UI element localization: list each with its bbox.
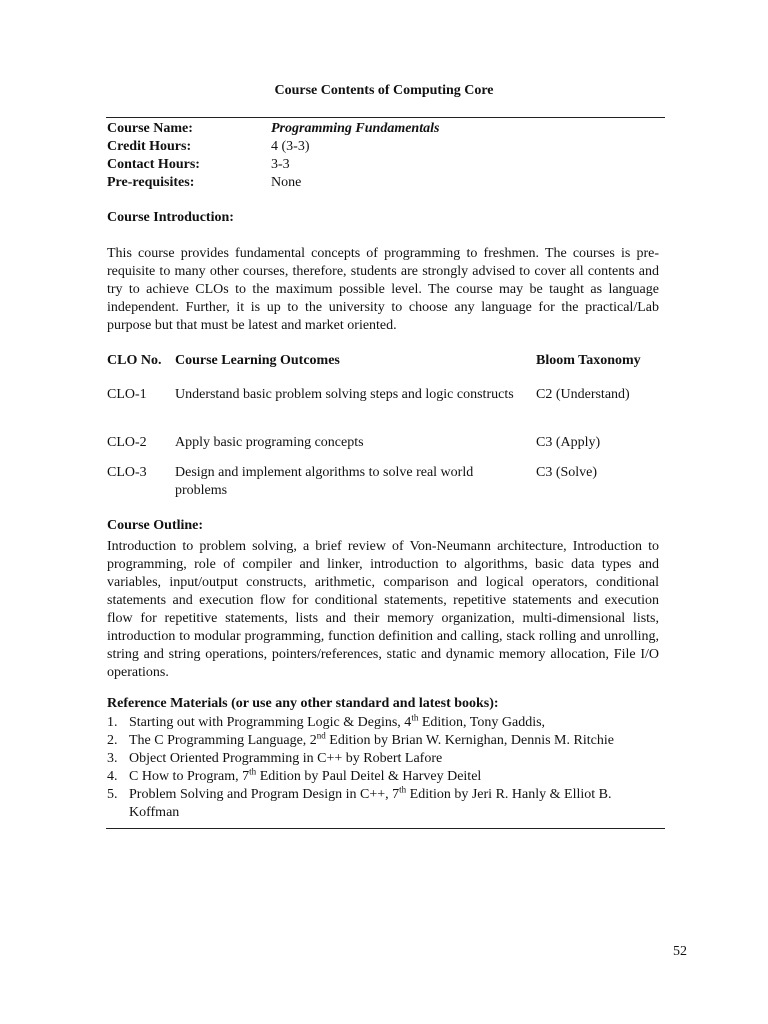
clo-no-header: CLO No. xyxy=(107,353,162,368)
course-outline-heading: Course Outline: xyxy=(107,518,204,533)
clo-table-header xyxy=(107,352,662,370)
reference-text-rest: Edition by Jeri R. Hanly & Elliot B. Koffman xyxy=(129,787,612,820)
reference-number: 3. xyxy=(107,751,118,766)
prerequisites-value: None xyxy=(271,175,302,190)
clo-no: CLO-1 xyxy=(107,387,147,402)
top-divider xyxy=(106,117,665,118)
reference-list xyxy=(107,714,662,822)
clo-no: CLO-2 xyxy=(107,435,147,450)
credit-hours-value: 4 (3-3) xyxy=(271,139,310,154)
reference-superscript: th xyxy=(399,784,407,795)
contact-hours-value: 3-3 xyxy=(271,157,290,172)
reference-text: C How to Program, 7 xyxy=(129,769,250,784)
course-name-value: Programming Fundamentals xyxy=(271,121,440,136)
course-introduction-heading: Course Introduction: xyxy=(107,210,234,225)
clo-bloom: C3 (Apply) xyxy=(536,435,601,450)
info-label: Contact Hours: xyxy=(107,157,200,172)
course-introduction-text: This course provides fundamental concepts of programming to freshmen. The courses is pre-requisite to many other courses, therefore, students are strongly advised to cover all contents and try to achieve CLOs to the maximum possible level. The course may be taught as language independent. Further, it is up to the university to choose any language for the practical/Lab purpose but that must be latest and market oriented. xyxy=(107,246,659,333)
reference-text: Object Oriented Programming in C++ by Robert Lafore xyxy=(129,751,443,766)
reference-text-rest: Edition by Paul Deitel & Harvey Deitel xyxy=(256,769,482,784)
info-row-credit-hours xyxy=(107,138,662,156)
info-label: Course Name: xyxy=(107,121,193,136)
reference-number: 4. xyxy=(107,769,118,784)
page-title: Course Contents of Computing Core xyxy=(274,83,494,98)
reference-item xyxy=(107,750,662,768)
reference-text-rest: Edition, Tony Gaddis, xyxy=(418,715,546,730)
reference-item xyxy=(107,714,662,732)
info-row-course-name xyxy=(107,120,662,138)
reference-text: Problem Solving and Program Design in C++, 7 xyxy=(129,787,400,802)
reference-item xyxy=(107,732,662,750)
reference-item xyxy=(107,786,662,822)
clo-row xyxy=(107,434,662,464)
reference-item xyxy=(107,768,662,786)
clo-outcome: Understand basic problem solving steps and logic constructs xyxy=(175,387,514,402)
reference-superscript: th xyxy=(249,766,257,777)
clo-no: CLO-3 xyxy=(107,465,147,480)
bottom-divider xyxy=(106,828,665,829)
reference-number: 5. xyxy=(107,787,118,802)
reference-number: 1. xyxy=(107,715,118,730)
clo-table xyxy=(107,352,662,500)
info-row-prerequisites xyxy=(107,174,662,192)
clo-outcome: Design and implement algorithms to solve real world problems xyxy=(175,465,474,498)
clo-outcome-header: Course Learning Outcomes xyxy=(175,353,340,368)
reference-superscript: th xyxy=(411,712,419,723)
reference-materials-heading: Reference Materials (or use any other standard and latest books): xyxy=(107,696,499,711)
reference-text: The C Programming Language, 2 xyxy=(129,733,317,748)
course-outline-text: Introduction to problem solving, a brief review of Von-Neumann architecture, Introduction to programming, role of compiler and linker, introduction to algorithms, basic data types and variables, input/output constructs, arithmetic, comparison and logical operators, conditional statements and execution flow for conditional statements, repetitive statements and execution flow for repetitive statements, lists and their memory organization, multi-dimensional lists, introduction to modular programming, function definition and calling, stack rolling and unrolling, string and string operations, pointers/references, static and dynamic memory allocation, File I/O operations. xyxy=(107,539,659,680)
reference-number: 2. xyxy=(107,733,118,748)
clo-bloom: C3 (Solve) xyxy=(536,465,598,480)
course-info xyxy=(107,120,662,192)
clo-bloom: C2 (Understand) xyxy=(536,387,630,402)
reference-text: Starting out with Programming Logic & Degins, 4 xyxy=(129,715,412,730)
info-label: Credit Hours: xyxy=(107,139,192,154)
reference-superscript: nd xyxy=(316,730,326,741)
reference-text-rest: Edition by Brian W. Kernighan, Dennis M. Ritchie xyxy=(325,733,614,748)
clo-outcome: Apply basic programing concepts xyxy=(175,435,364,450)
clo-bloom-header: Bloom Taxonomy xyxy=(536,353,641,368)
clo-row xyxy=(107,464,662,500)
info-label: Pre-requisites: xyxy=(107,175,195,190)
clo-row xyxy=(107,386,662,434)
page-number: 52 xyxy=(673,944,687,959)
info-row-contact-hours xyxy=(107,156,662,174)
